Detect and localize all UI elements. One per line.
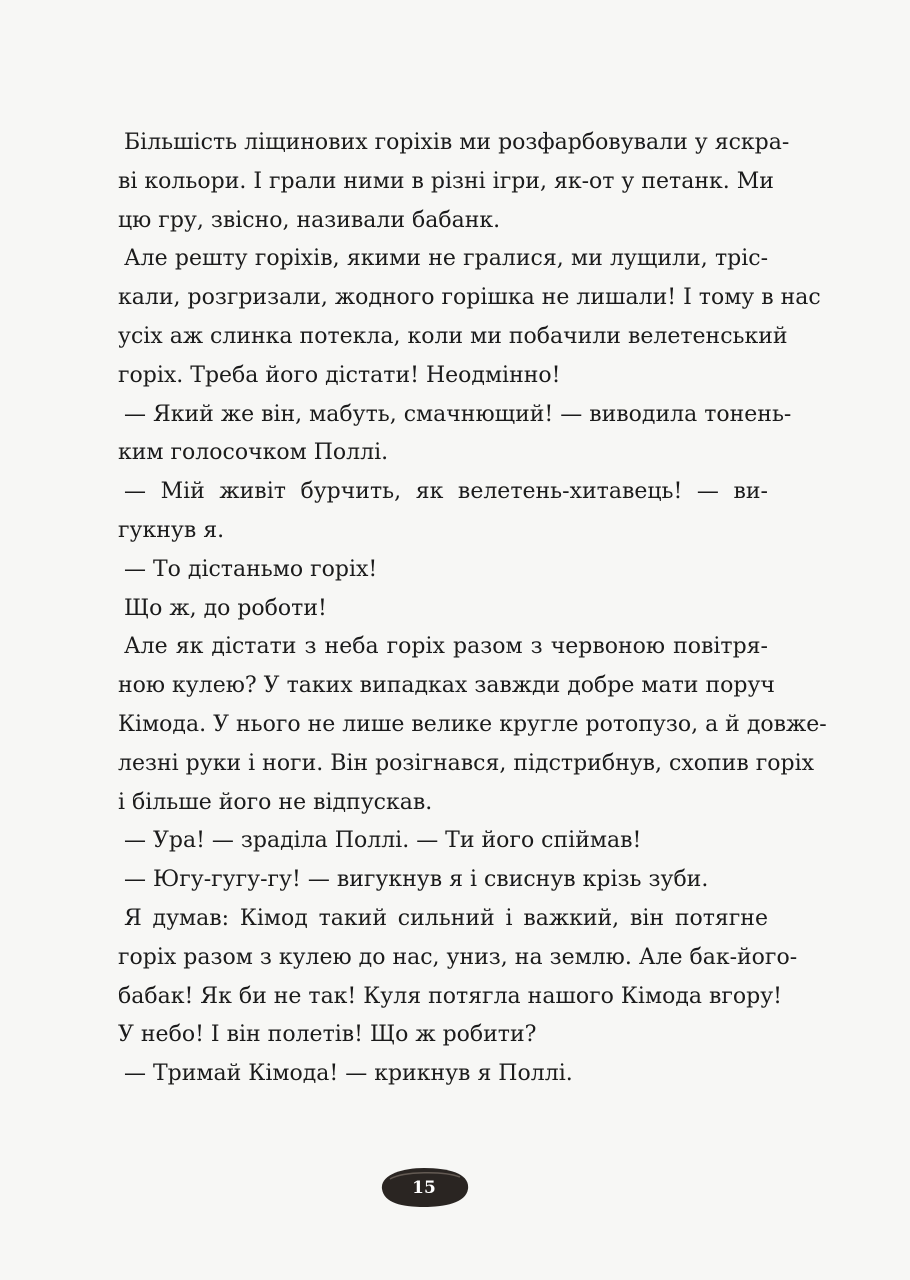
text-line: Кімода. У нього не лише велике кругле ротопузо, а й довже- xyxy=(118,711,827,737)
text-line: і більше його не відпускав. xyxy=(118,789,433,815)
text-line: — Тримай Кімода! — крикнув я Поллі. xyxy=(124,1061,573,1087)
text-line: Але як дістати з неба горіх разом з червоною повітря- xyxy=(124,634,768,660)
text-line: — Ура! — зраділа Поллі. — Ти його спіймав! xyxy=(124,828,642,854)
text-line: кали, розгризали, жодного горішка не лишали! І тому в нас xyxy=(118,285,821,311)
text-line: Я думав: Кімод такий сильний і важкий, він потягне xyxy=(124,905,768,931)
page-number: 15 xyxy=(412,1178,436,1198)
text-line: — То дістаньмо горіх! xyxy=(124,556,378,582)
page-number-badge xyxy=(374,1165,474,1209)
text-line: бабак! Як би не так! Куля потягла нашого Кімода вгору! xyxy=(118,983,782,1009)
text-line: ві кольори. І грали ними в різні ігри, як-от у петанк. Ми xyxy=(118,168,774,194)
text-line: Що ж, до роботи! xyxy=(124,595,327,621)
text-line: — Який же він, мабуть, смачнющий! — виводила тонень- xyxy=(124,401,792,427)
page-text xyxy=(118,124,827,1094)
text-line: усіх аж слинка потекла, коли ми побачили велетенський xyxy=(118,323,788,349)
text-line: ким голосочком Поллі. xyxy=(118,440,389,466)
text-line: — Мій живіт бурчить, як велетень-хитавець! — ви- xyxy=(124,479,768,505)
text-line: У небо! І він полетів! Що ж робити? xyxy=(118,1022,537,1048)
text-line: Але решту горіхів, якими не гралися, ми лущили, тріс- xyxy=(124,246,768,272)
text-line: горіх. Треба його дістати! Неодмінно! xyxy=(118,362,561,388)
text-line: гукнув я. xyxy=(118,517,225,543)
text-line: Більшість ліщинових горіхів ми розфарбовували у яскра- xyxy=(124,130,790,155)
text-line: горіх разом з кулею до нас, униз, на землю. Але бак-його- xyxy=(118,944,798,970)
text-line: — Югу-гугу-гу! — вигукнув я і свиснув крізь зуби. xyxy=(124,867,709,893)
text-line: цю гру, звісно, називали бабанк. xyxy=(118,207,501,233)
text-line: лезні руки і ноги. Він розігнався, підстрибнув, схопив горіх xyxy=(118,750,815,776)
text-line: ною кулею? У таких випадках завжди добре мати поруч xyxy=(118,673,775,699)
